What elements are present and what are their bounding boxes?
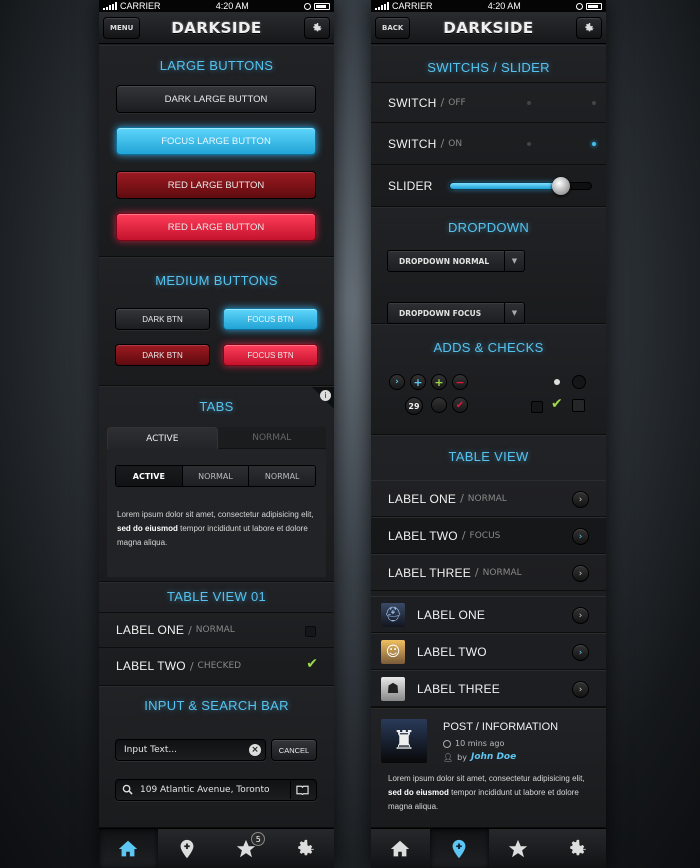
dropdown-normal[interactable]: DROPDOWN NORMAL ▼ <box>387 250 525 272</box>
switch-row: SWITCH / OFF <box>371 82 606 122</box>
tab-home[interactable] <box>99 829 158 868</box>
section-title: TABS <box>199 399 234 414</box>
empty-check-button[interactable] <box>431 397 447 413</box>
segment-normal[interactable]: NORMAL <box>183 466 250 486</box>
tabs-section <box>99 386 334 582</box>
signal-icon <box>375 2 389 10</box>
table-row[interactable]: LABEL ONE / NORMAL › <box>371 480 606 517</box>
count-badge: 29 <box>405 397 423 415</box>
chevron-down-icon: ▼ <box>504 303 524 323</box>
tab-bar <box>107 427 326 449</box>
tab-favorites[interactable] <box>489 829 548 868</box>
tab-favorites[interactable] <box>217 829 276 868</box>
home-icon <box>389 838 411 860</box>
tab-settings[interactable] <box>275 829 334 868</box>
table-view-section <box>99 582 334 686</box>
nav-bar <box>99 12 334 44</box>
section-title: LARGE BUTTONS <box>159 58 274 73</box>
slider-label: SLIDER <box>388 178 433 193</box>
book-icon <box>296 785 309 795</box>
post-avatar: ♜ <box>381 719 427 763</box>
dropdown-focus[interactable]: DROPDOWN FOCUS ▼ <box>387 302 525 324</box>
dark-large-button[interactable]: DARK LARGE BUTTON <box>116 85 316 113</box>
user-icon: 👤︎ <box>443 752 454 762</box>
section-title: MEDIUM BUTTONS <box>155 273 278 288</box>
large-buttons-section <box>99 45 334 257</box>
row-state: NORMAL <box>467 493 507 504</box>
image-table-row[interactable] <box>371 633 606 670</box>
image-table-row[interactable] <box>371 596 606 633</box>
notification-badge: 5 <box>251 832 265 846</box>
radio-empty[interactable] <box>572 375 586 389</box>
check-icon[interactable]: ✔ <box>306 656 318 672</box>
carrier-label: CARRIER <box>120 1 161 11</box>
text-input[interactable]: Input Text... <box>115 739 266 761</box>
post-time: 10 mins ago <box>443 739 504 748</box>
switch-row: SWITCH / ON <box>371 122 606 164</box>
chevron-right-icon[interactable]: › <box>572 681 589 698</box>
switch-label: SWITCH <box>388 136 437 151</box>
post-paragraph: Lorem ipsum dolor sit amet, consectetur adipisicing elit, sed do eiusmod tempor incididunt ut labore et dolore magna aliqua. <box>388 774 585 811</box>
tab-bar-bottom <box>371 828 606 868</box>
avatar-trooper: ⛑ <box>381 603 405 627</box>
radio-selected[interactable] <box>554 379 560 385</box>
back-button[interactable]: BACK <box>375 17 410 39</box>
add-blue-button[interactable]: + <box>410 374 426 390</box>
star-icon <box>507 838 529 860</box>
info-icon[interactable]: i <box>320 390 331 401</box>
slider-track[interactable] <box>449 182 592 190</box>
tab-bar-bottom <box>99 828 334 868</box>
app-logo: DARKSIDE <box>171 18 262 37</box>
section-title: TABLE VIEW <box>448 449 529 464</box>
home-icon <box>117 838 139 860</box>
tab-paragraph: Lorem ipsum dolor sit amet, consectetur adipisicing elit, sed do eiusmod tempor incididunt ut labore et dolore magna aliqua. <box>117 510 314 547</box>
search-input[interactable]: 109 Atlantic Avenue, Toronto <box>115 779 317 801</box>
alarm-icon <box>576 3 583 10</box>
section-title: SWITCHS / SLIDER <box>427 60 550 75</box>
chevron-right-icon[interactable]: › <box>572 528 589 545</box>
row-state: NORMAL <box>195 625 235 635</box>
section-title: INPUT & SEARCH BAR <box>144 698 289 713</box>
signal-icon <box>103 2 117 10</box>
search-icon <box>122 784 133 795</box>
table-row[interactable]: LABEL ONE / NORMAL <box>99 612 334 648</box>
status-bar <box>99 0 334 12</box>
red-focus-large-button[interactable]: RED LARGE BUTTON <box>116 213 316 241</box>
table-row-focus[interactable]: LABEL TWO / FOCUS › <box>371 517 606 554</box>
checkbox-unchecked[interactable] <box>572 399 585 412</box>
remove-button[interactable]: − <box>452 374 468 390</box>
row-label: LABEL ONE <box>417 607 486 622</box>
slider-thumb[interactable] <box>552 177 570 195</box>
dark-medium-button[interactable]: DARK BTN <box>115 308 210 330</box>
red-large-button[interactable]: RED LARGE BUTTON <box>116 171 316 199</box>
clear-icon[interactable]: × <box>249 744 261 756</box>
slider-row <box>371 164 606 206</box>
clock-icon <box>443 740 451 748</box>
left-phone-screen <box>99 0 334 868</box>
avatar-princess: ☺ <box>381 640 405 664</box>
tab-home[interactable] <box>371 829 430 868</box>
right-phone-screen <box>371 0 606 868</box>
avatar-stormtrooper: ☗ <box>381 677 405 701</box>
location-pin-icon <box>176 838 198 860</box>
row-label: LABEL THREE <box>388 565 471 580</box>
section-title: ADDS & CHECKS <box>433 340 544 355</box>
tab-location[interactable] <box>158 829 217 868</box>
cancel-button[interactable]: CANCEL <box>271 739 317 761</box>
section-title: TABLE VIEW 01 <box>166 589 267 604</box>
settings-button[interactable] <box>576 17 602 39</box>
chevron-right-icon[interactable]: › <box>572 644 589 661</box>
chevron-right-icon[interactable]: › <box>572 565 589 582</box>
author-link[interactable]: John Doe <box>470 752 517 762</box>
gear-icon <box>566 838 588 860</box>
clock: 4:20 AM <box>487 1 521 11</box>
switch-state: ON <box>448 138 463 149</box>
check-icon[interactable]: ✔ <box>551 396 563 412</box>
tab-location[interactable] <box>430 829 489 868</box>
row-label: LABEL ONE <box>116 623 185 637</box>
status-bar <box>371 0 606 12</box>
segmented-control <box>115 465 316 487</box>
gear-icon <box>583 22 595 34</box>
nav-bar <box>371 12 606 44</box>
clock: 4:20 AM <box>215 1 249 11</box>
red-focus-medium-button[interactable]: FOCUS BTN <box>223 344 318 366</box>
menu-button[interactable]: MENU <box>103 17 140 39</box>
location-pin-icon <box>448 838 470 860</box>
post-author: 👤︎ by John Doe <box>443 752 517 762</box>
settings-button[interactable] <box>304 17 330 39</box>
image-table-row[interactable] <box>371 670 606 707</box>
section-title: DROPDOWN <box>447 220 530 235</box>
chevron-right-icon[interactable]: › <box>572 607 589 624</box>
checkbox-empty[interactable] <box>531 401 543 413</box>
chevron-down-icon: ▼ <box>504 251 524 271</box>
post-section <box>371 708 606 828</box>
switch-state: OFF <box>448 97 466 108</box>
table-view-section <box>371 435 606 708</box>
segment-normal[interactable]: NORMAL <box>249 466 315 486</box>
check-red-button[interactable]: ✔ <box>452 397 468 413</box>
alarm-icon <box>304 3 311 10</box>
row-label: LABEL ONE <box>388 491 457 506</box>
row-state: NORMAL <box>482 567 522 578</box>
chevron-right-icon[interactable]: › <box>389 374 405 390</box>
bookmark-button[interactable] <box>290 781 314 799</box>
row-label: LABEL TWO <box>417 644 487 659</box>
adds-checks-section <box>371 324 606 435</box>
chevron-right-icon[interactable]: › <box>572 491 589 508</box>
row-state: FOCUS <box>469 530 501 541</box>
app-logo: DARKSIDE <box>443 18 534 37</box>
slider-fill <box>450 183 560 189</box>
tab-normal[interactable]: NORMAL <box>218 427 327 449</box>
gear-icon <box>311 22 323 34</box>
battery-icon <box>586 3 602 10</box>
row-label: LABEL TWO <box>116 659 186 673</box>
checkbox-empty[interactable] <box>305 626 316 637</box>
gear-icon <box>294 838 316 860</box>
medium-buttons-section <box>99 257 334 386</box>
row-label: LABEL THREE <box>417 681 500 696</box>
tab-settings[interactable] <box>547 829 606 868</box>
row-state: CHECKED <box>197 661 242 671</box>
focus-large-button[interactable]: FOCUS LARGE BUTTON <box>116 127 316 155</box>
switches-section <box>371 45 606 207</box>
red-medium-button[interactable]: DARK BTN <box>115 344 210 366</box>
add-green-button[interactable]: + <box>431 374 447 390</box>
input-section <box>99 686 334 828</box>
carrier-label: CARRIER <box>392 1 433 11</box>
table-row[interactable]: LABEL TWO / CHECKED ✔ <box>116 656 318 673</box>
row-label: LABEL TWO <box>388 528 458 543</box>
dropdown-section <box>371 207 606 324</box>
battery-icon <box>314 3 330 10</box>
focus-medium-button[interactable]: FOCUS BTN <box>223 308 318 330</box>
post-title: POST / INFORMATION <box>443 721 559 733</box>
segment-active[interactable]: ACTIVE <box>116 466 183 486</box>
switch-label: SWITCH <box>388 95 437 110</box>
tab-active[interactable]: ACTIVE <box>107 427 218 449</box>
table-row[interactable]: LABEL THREE / NORMAL › <box>371 554 606 591</box>
